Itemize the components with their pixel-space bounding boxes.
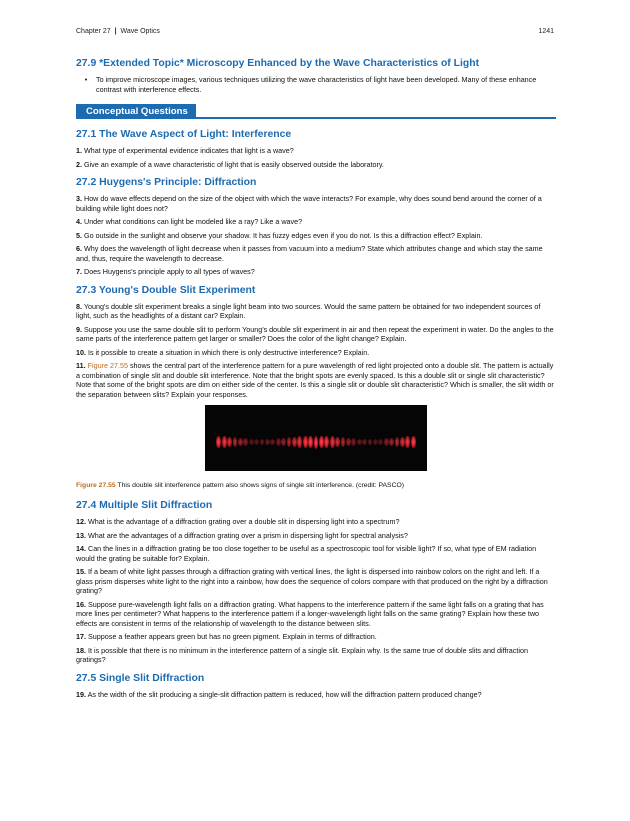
question-text: Why does the wavelength of light decrease when it passes from vacuum into a medium? State which attributes change and which stay the same and, thus, require the wavelength to decrease.	[76, 244, 543, 263]
question-number: 13.	[76, 530, 86, 540]
question-text: Is it possible to create a situation in which there is only destructive interference? Explain.	[86, 347, 370, 357]
section-heading-27-2: 27.2 Huygens's Principle: Diffraction	[76, 177, 257, 188]
bright-fringe	[351, 438, 356, 445]
question-number: 16.	[76, 599, 86, 609]
question-text: Does Huygens's principle apply to all types of waves?	[82, 267, 255, 276]
bright-fringe	[373, 439, 378, 445]
question-18	[76, 646, 556, 665]
bright-fringe	[297, 436, 302, 448]
question-17	[76, 632, 556, 642]
bright-fringe	[270, 439, 275, 446]
figure-label: Figure 27.55	[76, 482, 116, 489]
question-text: What are the advantages of a diffraction grating over a prism in dispersing light for spectral analysis?	[86, 530, 408, 540]
bright-fringe	[319, 436, 324, 449]
bright-fringe	[330, 436, 335, 448]
page-number: 1241	[538, 28, 554, 35]
question-6	[76, 244, 556, 263]
bright-fringe	[222, 436, 227, 448]
summary-bullet	[76, 75, 556, 94]
question-number: 9.	[76, 324, 82, 334]
question-number: 5.	[76, 230, 82, 240]
bright-fringe	[400, 437, 405, 448]
question-text: Suppose a feather appears green but has no green pigment. Explain in terms of diffraction.	[86, 632, 377, 641]
question-number: 8.	[76, 301, 82, 311]
bright-fringe	[362, 439, 367, 446]
figure-caption	[76, 481, 556, 490]
question-number: 18.	[76, 645, 86, 655]
question-3	[76, 194, 556, 213]
question-text: How do wave effects depend on the size of the object with which the wave interacts? For example, why does sound bend around the corner of a building while light does not?	[76, 194, 542, 213]
question-number: 19.	[76, 689, 86, 699]
question-text: It is possible that there is no minimum in the interference pattern of a single slit. Explain why. Is the same true of double slits and diffraction gratings?	[76, 645, 528, 664]
running-header	[76, 28, 554, 35]
question-number: 10.	[76, 347, 86, 357]
bright-fringe	[260, 439, 265, 446]
question-1	[76, 146, 556, 156]
banner-label: Conceptual Questions	[76, 104, 196, 119]
section-heading-27-4: 27.4 Multiple Slit Diffraction	[76, 500, 213, 511]
bright-fringe	[308, 436, 313, 449]
bright-fringe	[303, 436, 308, 448]
figure-container	[76, 405, 556, 471]
bright-fringe	[411, 436, 416, 449]
section-heading-27-3: 27.3 Young's Double Slit Experiment	[76, 284, 256, 296]
bright-fringe	[324, 436, 329, 448]
question-text: Give an example of a wave characteristic of light that is easily observed outside the laboratory.	[82, 159, 384, 169]
bright-fringe	[265, 439, 270, 446]
question-text: What type of experimental evidence indicates that light is a wave?	[82, 146, 294, 155]
question-text: Suppose you use the same double slit to perform Young's double slit experiment in air and then repeat the experiment in water. Do the angles to the same parts of the interference pattern get larger or smaller? Does the color of the light change? Explain.	[76, 324, 554, 343]
question-number: 11.	[76, 361, 86, 370]
question-number: 17.	[76, 632, 86, 641]
bright-fringe	[357, 439, 362, 446]
figure-reference-link[interactable]: Figure 27.55	[85, 361, 128, 370]
question-7	[76, 267, 556, 277]
banner-rule	[196, 117, 556, 119]
question-text: Young's double slit experiment breaks a single light beam into two sources. Would the same pattern be obtained for two independent sources of light, such as the headlights of a distant car? Explain.	[76, 301, 541, 320]
question-14	[76, 544, 556, 563]
bright-fringe	[254, 439, 259, 445]
bright-fringe	[405, 436, 410, 448]
bright-fringe	[216, 436, 221, 449]
question-number: 15.	[76, 567, 86, 576]
question-text: If a beam of white light passes through a diffraction grating with vertical lines, the light is dispersed into rainbow colors on the right and left. If a glass prism disperses white light to the right into a rainbow, how does the sequence of colors compare with that produced on the right by a diffraction grating?	[76, 567, 548, 595]
section-heading-27-1: 27.1 The Wave Aspect of Light: Interference	[76, 129, 292, 140]
question-text: shows the central part of the interference pattern for a pure wavelength of red light projected onto a double slit. The pattern is actually a combination of single slit and double slit interference. Note that the bright spots are evenly spaced. Is this a double slit or single slit characteristic? Note that some of the bright spots are dim on either side of the center. Is this a single slit or double slit characteristic? Which is smaller, the slit width or the separation between slits? Explain your responses.	[76, 361, 554, 399]
question-text: Suppose pure-wavelength light falls on a diffraction grating. What happens to the interference pattern if the same light falls on a grating that has more lines per centimeter? What happens to the interference pattern if a longer-wavelength light falls on the same grating? Explain how these two effects are consistent in terms of the relationship of wavelength to the distance between slits.	[76, 599, 544, 628]
question-4	[76, 217, 556, 227]
question-number: 4.	[76, 217, 82, 226]
bright-fringe	[233, 437, 238, 447]
bright-fringe	[287, 437, 292, 446]
bright-fringe	[238, 438, 243, 447]
bright-fringe	[346, 438, 351, 446]
bright-fringe	[314, 436, 319, 449]
question-number: 1.	[76, 146, 82, 155]
conceptual-questions-banner	[76, 104, 556, 119]
summary-bullet-text: To improve microscope images, various techniques utilizing the wave characteristics of light have been developed. Many of these enhance contrast with interference effects.	[96, 75, 537, 94]
figure-caption-text: This double slit interference pattern also shows signs of single slit interference. (credit: PASCO)	[115, 482, 405, 489]
question-text: Under what conditions can light be modeled like a ray? Like a wave?	[82, 217, 303, 226]
bright-fringe	[368, 439, 373, 446]
bright-fringe	[227, 437, 232, 448]
question-15	[76, 567, 556, 596]
chapter-info	[76, 28, 160, 35]
bright-fringe	[292, 437, 297, 448]
chapter-number: Chapter 27	[76, 28, 111, 35]
bright-fringe	[341, 437, 346, 446]
question-16	[76, 600, 556, 629]
chapter-title: Wave Optics	[120, 28, 160, 35]
question-8	[76, 302, 556, 321]
question-text: Go outside in the sunlight and observe your shadow. It has fuzzy edges even if you do not. Is this a diffraction effect? Explain.	[82, 230, 483, 240]
question-19	[76, 690, 556, 700]
question-text: As the width of the slit producing a single-slit diffraction pattern is reduced, how will the diffraction pattern produced change?	[86, 689, 482, 699]
bright-fringe	[378, 439, 383, 445]
bright-fringe	[384, 438, 389, 446]
bullet-icon: •	[84, 75, 88, 84]
section-heading-27-5: 27.5 Single Slit Diffraction	[76, 672, 205, 684]
bright-fringe	[335, 437, 340, 448]
question-9	[76, 325, 556, 344]
question-13	[76, 531, 556, 541]
question-number: 12.	[76, 517, 86, 526]
page-content	[76, 58, 556, 703]
interference-pattern-photo	[205, 405, 427, 471]
question-number: 3.	[76, 194, 82, 203]
header-separator: |	[114, 28, 117, 35]
question-2	[76, 160, 556, 170]
question-12	[76, 517, 556, 527]
bright-fringe	[276, 438, 281, 445]
question-number: 7.	[76, 267, 82, 276]
question-number: 2.	[76, 159, 82, 169]
question-11	[76, 361, 556, 399]
question-text: Can the lines in a diffraction grating be too close together to be useful as a spectroscopic tool for visible light? If so, what type of EM radiation would the grating be suitable for? Explain.	[76, 544, 537, 563]
bright-fringe	[395, 437, 400, 447]
bright-fringe	[281, 438, 286, 446]
section-heading-27-9: 27.9 *Extended Topic* Microscopy Enhanced by the Wave Characteristics of Light	[76, 58, 480, 69]
question-text: What is the advantage of a diffraction grating over a double slit in dispersing light into a spectrum?	[86, 517, 400, 526]
question-10	[76, 348, 556, 358]
bright-fringe	[389, 438, 394, 447]
question-number: 6.	[76, 244, 82, 253]
question-5	[76, 231, 556, 241]
bright-fringe	[243, 438, 248, 446]
bright-fringe	[249, 439, 254, 445]
question-number: 14.	[76, 544, 86, 553]
